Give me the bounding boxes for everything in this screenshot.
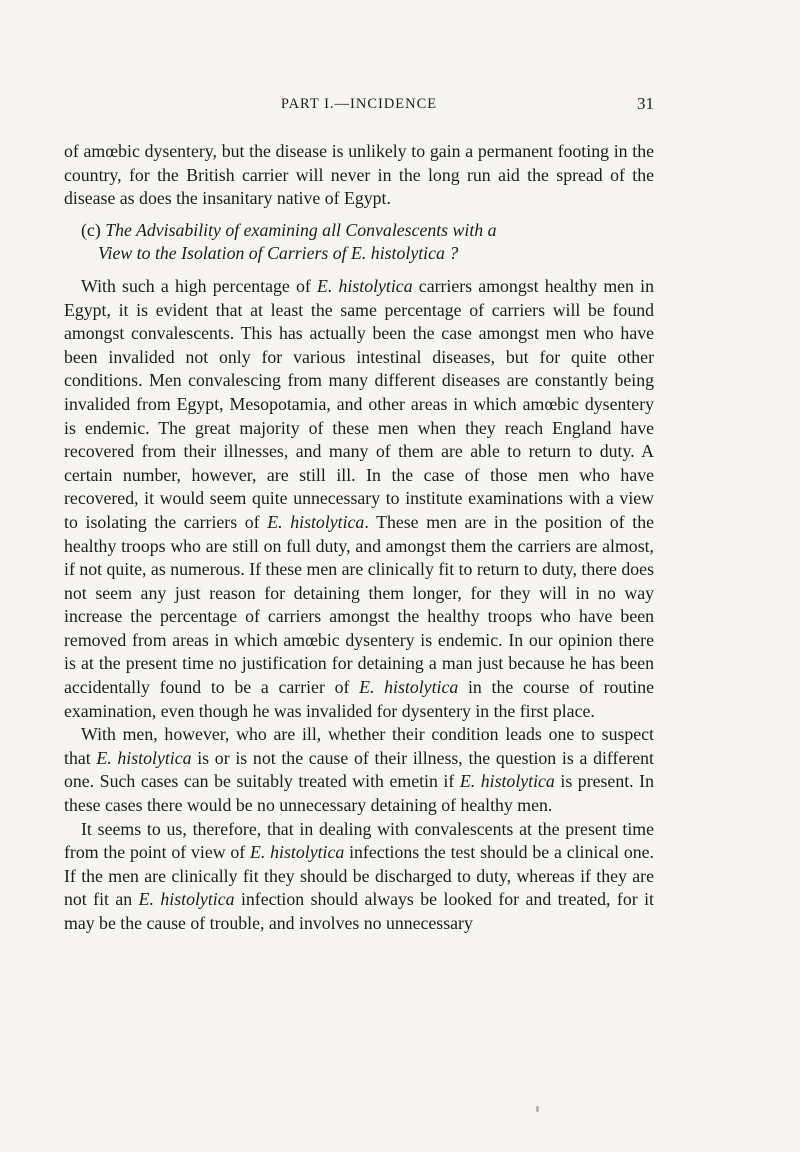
section-heading-line-1: The Advisability of examining all Convalescents with a: [105, 219, 497, 240]
section-heading-line-2: View to the Isolation of Carriers of E. histolytica ?: [98, 243, 459, 264]
species-name: E. histolytica: [359, 677, 459, 698]
paragraph-2-text-4: in the course of routine examination, even though he was invalided for dysentery in the first place.: [64, 677, 654, 721]
species-name: E. histolytica: [459, 771, 555, 792]
paragraph-4: [64, 818, 654, 936]
section-label: (c): [81, 219, 101, 240]
species-name: E. histolytica: [138, 889, 235, 910]
page-header: [64, 96, 654, 122]
paragraph-2-text-3: . These men are in the position of the healthy troops who are still on full duty, and amongst them the carriers are almost, if not quite, as numerous. If these men are clinically fit to return to duty, there does not seem any just reason for detaining them longer, for they will in no way increase the percentage of carriers amongst the healthy troops who have been removed from areas in which amœbic dysentery is endemic. In our opinion there is at the present time no justification for detaining a man just because he has been accidentally found to be a carrier of: [64, 511, 654, 698]
paragraph-3-text-1: With men, however, who are ill, whether their condition leads one to suspect that: [64, 724, 654, 768]
paragraph-1: of amœbic dysentery, but the disease is unlikely to gain a permanent footing in the country, for the British carrier will never in the long run aid the spread of the disease as does the insanitary native of Egypt.: [64, 141, 654, 209]
paragraph-2-text-2: carriers amongst healthy men in Egypt, it is evident that at least the same percentage of carriers will be found amongst convalescents. This has actually been the case amongst men who have been invalided not only for various intestinal diseases, but for quite other conditions. Men convalescing from many different diseases are constantly being invalided from Egypt, Mesopotamia, and other areas in which amœbic dysentery is endemic. The great majority of these men when they reach England have recovered from their illnesses, and many of them are able to return to duty. A certain number, however, are still ill. In the case of those men who have recovered, it would seem quite unnecessary to institute examinations with a view to isolating the carriers of: [64, 275, 654, 532]
paragraph-4-text-3: infection should always be looked for and treated, for it may be the cause of trouble, and involves no unnecessary: [64, 889, 654, 933]
paragraph-3: [64, 723, 654, 817]
paragraph-4-text-2: infections the test should be a clinical one. If the men are clinically fit they should be discharged to duty, whereas if they are not fit an: [64, 842, 654, 910]
paper-speck: [536, 1106, 539, 1112]
species-name: E. histolytica: [96, 747, 192, 768]
section-heading: [64, 219, 654, 266]
species-name: E. histolytica: [250, 842, 345, 863]
paragraph-4-text-1: It seems to us, therefore, that in dealing with convalescents at the present time from the point of view of: [64, 818, 654, 863]
paragraph-2-text-1: With such a high percentage of: [81, 275, 317, 296]
paragraph-3-text-3: is present. In these cases there would be no unnecessary detaining of healthy men.: [64, 771, 654, 816]
species-name: E. histolytica: [317, 275, 413, 296]
body-text: [64, 140, 654, 936]
running-head: PART I.—INCIDENCE: [280, 96, 438, 112]
species-name: E. histolytica: [267, 511, 365, 532]
paragraph-3-text-2: is or is not the cause of their illness, the question is a different one. Such cases can be suitably treated with emetin if: [64, 747, 654, 792]
page-number: 31: [637, 94, 654, 113]
paragraph-2: [64, 275, 654, 723]
